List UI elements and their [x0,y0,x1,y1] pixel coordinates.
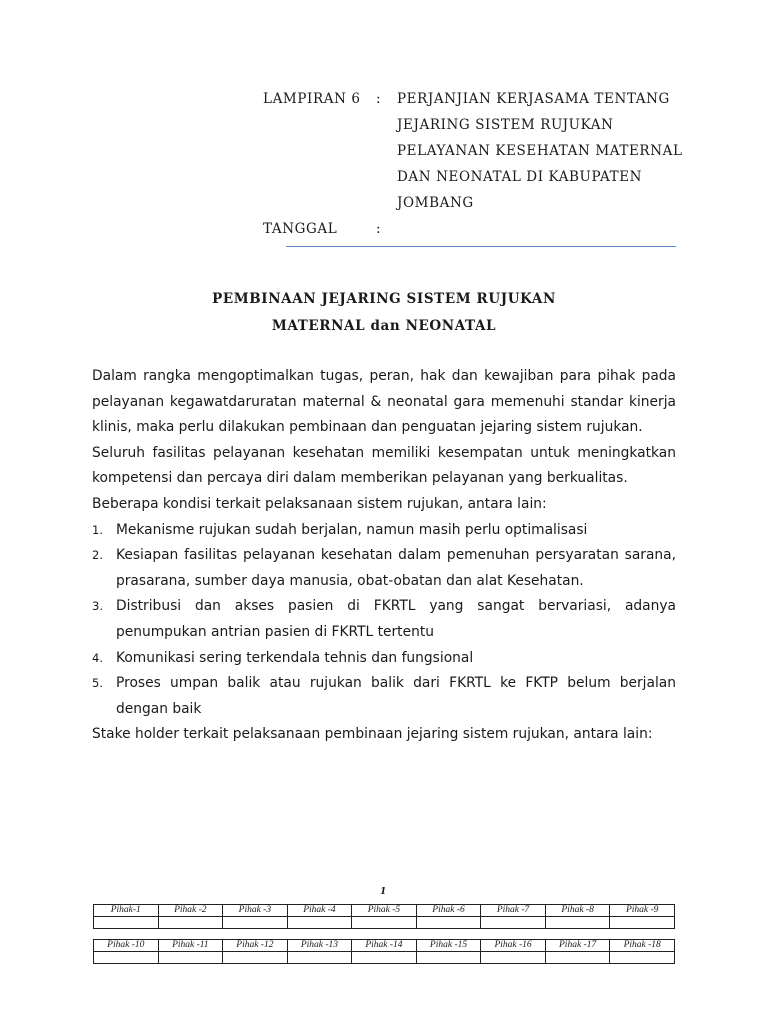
party-label: Pihak -18 [610,940,675,952]
list-item [92,543,676,594]
party-label: Pihak -12 [223,940,288,952]
conditions-list [92,518,676,723]
facility-paragraph: Seluruh fasilitas pelayanan kesehatan memiliki kesempatan untuk meningkatkan kompetensi dan percaya diri dalam memberikan pelayanan yang berkualitas. [92,444,676,487]
tanggal-colon: : [376,221,382,237]
party-label: Pihak -2 [158,905,223,917]
list-number: 4. [92,650,103,665]
party-label: Pihak-1 [94,905,159,917]
list-text: Komunikasi sering terkendala tehnis dan fungsional [116,649,474,666]
signature-cell [223,917,288,929]
party-label: Pihak -8 [545,905,610,917]
page-number: 1 [380,887,387,897]
party-label: Pihak -10 [94,940,159,952]
list-item [92,594,676,645]
table-row [94,917,675,929]
list-item [92,646,676,672]
lampiran-line-2: JEJARING SISTEM RUJUKAN [397,117,614,133]
signature-cell [352,952,417,964]
table-row [94,952,675,964]
party-label: Pihak -4 [287,905,352,917]
stakeholder-paragraph: Stake holder terkait pelaksanaan pembinaan jejaring sistem rujukan, antara lain: [92,726,653,743]
tanggal-label: TANGGAL [263,221,338,237]
signature-cell [287,952,352,964]
signature-cell [158,917,223,929]
list-number: 1. [92,522,103,537]
signature-cell [94,917,159,929]
lampiran-line-4: DAN NEONATAL DI KABUPATEN [397,169,643,185]
party-label: Pihak -3 [223,905,288,917]
document-title-line-1: PEMBINAAN JEJARING SISTEM RUJUKAN [212,291,556,307]
lampiran-colon: : [376,91,382,107]
list-number: 3. [92,599,103,614]
table-row [94,940,675,952]
lampiran-line-3: PELAYANAN KESEHATAN MATERNAL [397,143,683,159]
lampiran-line-1: PERJANJIAN KERJASAMA TENTANG [397,91,670,107]
party-label: Pihak -9 [610,905,675,917]
party-label: Pihak -14 [352,940,417,952]
party-label: Pihak -17 [545,940,610,952]
document-title-line-2: MATERNAL dan NEONATAL [271,318,497,334]
list-item [92,518,676,544]
party-label: Pihak -5 [352,905,417,917]
signature-cell [416,952,481,964]
table-row [94,905,675,917]
signature-cell [94,952,159,964]
party-label: Pihak -16 [481,940,546,952]
list-text: Proses umpan balik atau rujukan balik dari FKRTL ke FKTP belum berjalan dengan baik [116,675,676,717]
list-item [92,671,676,722]
signature-cell [352,917,417,929]
party-label: Pihak -11 [158,940,223,952]
list-text: Kesiapan fasilitas pelayanan kesehatan dalam pemenuhan persyaratan sarana, prasarana, sumber daya manusia, obat-obatan dan alat Kesehatan. [116,547,676,589]
party-label: Pihak -15 [416,940,481,952]
signature-table-1 [93,904,675,929]
document-body [92,364,676,748]
list-text: Distribusi dan akses pasien di FKRTL yang sangat bervariasi, adanya penumpukan antrian pasien di FKRTL tertentu [116,598,676,640]
signature-cell [545,952,610,964]
signature-cell [610,917,675,929]
signature-cell [287,917,352,929]
intro-paragraph: Dalam rangka mengoptimalkan tugas, peran, hak dan kewajiban para pihak pada pelayanan kegawatdaruratan maternal & neonatal gara memenuhi standar kinerja klinis, maka perlu dilakukan pembinaan dan penguatan jejaring sistem rujukan. [92,368,676,436]
signature-cell [481,952,546,964]
signature-cell [481,917,546,929]
header-divider [286,246,676,247]
lampiran-label: LAMPIRAN 6 [263,91,361,107]
party-label: Pihak -6 [416,905,481,917]
lampiran-line-5: JOMBANG [397,195,474,211]
signature-cell [158,952,223,964]
signature-cell [416,917,481,929]
signature-table-2 [93,939,675,964]
party-label: Pihak -7 [481,905,546,917]
signature-cell [610,952,675,964]
list-number: 5. [92,676,103,691]
party-label: Pihak -13 [287,940,352,952]
list-number: 2. [92,548,103,563]
list-text: Mekanisme rujukan sudah berjalan, namun masih perlu optimalisasi [116,521,588,538]
signature-cell [223,952,288,964]
signature-cell [545,917,610,929]
conditions-intro: Beberapa kondisi terkait pelaksanaan sistem rujukan, antara lain: [92,495,547,512]
